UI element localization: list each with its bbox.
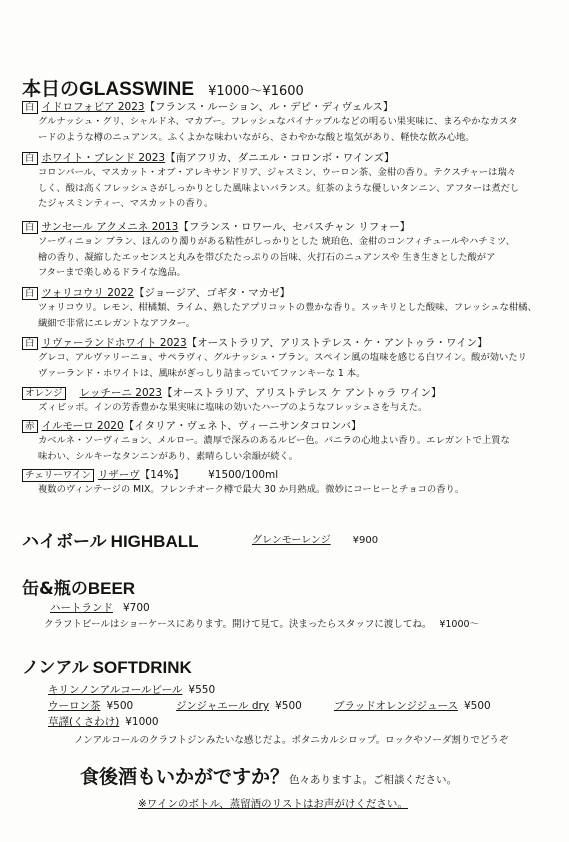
highball-title-jp: ハイボール [22,532,107,552]
wine-name: サンセール アクメニネ 2013 [41,221,179,233]
beer-item-name: ハートランド [50,602,113,614]
wine-type-tag: 白 [22,101,38,114]
softdrink-title-en: SOFTDRINK [92,658,192,677]
wine-item [22,286,554,331]
wine-item [22,220,554,281]
wine-type-tag: 白 [22,337,38,350]
wine-type-tag: 白 [22,221,38,234]
digestif-callout [80,762,457,789]
highball-item-price: ¥900 [352,535,379,546]
glasswine-title-jp: 本日の [22,78,80,100]
wine-origin: 【イタリア・ヴェネト、ヴィーニサンタコロンバ】 [123,420,362,432]
highball-item-name: グレンモーレンジ [252,535,331,546]
wine-type-tag: チェリーワイン [22,469,94,482]
wine-origin: 【ジョージア、ゴギタ・マカゼ】 [133,287,291,299]
softdrink-item: キリンノンアルコールビール ¥550 [48,684,216,696]
wine-name: イルモーロ 2020 [41,420,124,432]
wine-name: ホワイト・ブレンド 2023 [41,152,166,164]
wine-description: グレコ、アルヴァリーニョ、サペラヴィ、グルナッシュ・ブラン。スペイン風の塩味を感じる白ワイン。酸が効いたリ ヴァーランド・ホワイトは、風味がぎっしり詰まっていてファンキーな 1 本。 [38,352,527,379]
beer-title-en: BEER [87,579,136,598]
wine-description: ズィビッボ。インの芳香豊かな果実味に塩味の効いたハーブのようなフレッシュさを与えた。 [38,402,428,413]
wine-description: グルナッシュ・グリ、シャルドネ、マカブー。フレッシュなパイナップルなどの明るい果実味に、まろやかなカスタ ードのような樽のニュアンス。ふくよかな味わいながら、さわやかな酸と塩気があり、軽快な飲み心地。 [38,116,518,143]
beer-title [22,574,135,599]
glasswine-title-en: GLASSWINE [79,79,195,100]
beer-item-price: ¥700 [123,602,150,614]
wine-type-tag: オレンジ [22,387,66,400]
beer-note: クラフトビールはショーケースにあります。開けて見て。決まったらスタッフに渡してね。 ¥1000～ [44,619,480,630]
highball-title [22,527,199,552]
beer-note-price: ¥1000～ [439,619,480,630]
bottle-list-note: ※ワインのボトル、蒸留酒のリストはお声がけください。 [138,798,408,810]
glasswine-title [22,74,304,101]
wine-origin: 【オーストラリア、アリストテレス ケ アントゥラ ワイン】 [162,387,442,399]
wine-name: イドロフォビア 2023 [41,101,145,113]
softdrink-note: ノンアルコールのクラフトジンみたいな感じだよ。ボタニカルシロップ。ロックやソーダ割りでどうぞ [74,735,509,746]
wine-description: カベルネ・ソーヴィニョン、メルロー。濃厚で深みのあるルビー色。バニラの心地よい香り。エレガントで上質な 味わい、シルキーなタンニンがあり、素晴らしい余韻が続く。 [38,435,510,462]
beer-item [50,600,150,615]
highball-item [252,531,378,546]
glasswine-price: ¥1000～¥1600 [208,84,304,99]
softdrink-item: 草譯(くさわけ) ¥1000 [48,716,159,728]
wine-type-tag: 赤 [22,420,38,433]
wine-type-tag: 白 [22,287,38,300]
digestif-heading: 食後酒もいかがですか？ [80,766,290,788]
beer-title-jp: 缶&瓶の [22,579,88,599]
wine-item [22,100,554,145]
wine-description: ソーヴィニョン ブラン、ほんのり濁りがある粘性がしっかりとした 琥珀色、金柑のコンフィチュールやハチミツ、 檜の香り、凝縮したエッセンスと丸みを帯びたたっぷりの旨味、火打石のニュアンスや 生き生きとした酸がア フターまで楽しめるドライな逸品。 [38,236,515,278]
wine-item [22,336,554,381]
wine-name: リヴァーランドホワイト 2023 [41,337,187,349]
wine-item [22,419,554,464]
wine-origin: 【14%】 [139,469,185,481]
digestif-subtext: 色々ありますよ。ご相談ください。 [289,774,458,786]
wine-item [22,386,554,416]
wine-name: レッチーニ 2023 [79,387,162,399]
wine-description: コロンバール、マスカット・オブ・アレキサンドリア、ジャスミン、ウーロン茶、金柑の香り。テクスチャーは瑞々 しく、酸は高くフレッシュさがしっかりとした風味よいバランス。紅茶のような優しいタンニン、アフターは煮だし たジャスミンティー、マスカットの香り。 [38,167,520,209]
wine-item [22,468,554,498]
wine-name: ツォリコウリ 2022 [41,287,134,299]
wine-origin: 【南アフリカ、ダニエル・コロンボ・ワインズ】 [165,152,395,164]
softdrink-item: ウーロン茶 ¥500 [48,700,134,712]
wine-name: リザーヴ [97,469,140,481]
highball-title-en: HIGHBALL [110,532,199,551]
wine-description: 複数のヴィンテージの MIX。フレンチオーク樽で最大 30 か月熟成。微妙にコーヒーとチョコの香り。 [38,484,465,495]
wine-description: ツォリコウリ。レモン、柑橘類、ライム、熟したアプリコットの豊かな香り。スッキリとした酸味、フレッシュな柑橘、 繊細で非常にエレガントなアフター。 [38,302,537,329]
wine-origin: 【フランス・ロワール、セバスチャン リフォー】 [178,221,411,233]
wine-origin: 【フランス・ルーション、ル・デピ・ディヴェルス】 [144,101,394,113]
softdrink-item: ジンジャエール dry ¥500 [176,700,302,712]
softdrink-title-jp: ノンアル [22,658,89,678]
softdrink-title [22,653,192,678]
wine-item [22,151,554,212]
wine-price: ¥1500/100ml [208,469,279,481]
wine-type-tag: 白 [22,152,38,165]
wine-origin: 【オーストラリア、アリストテレス・ケ・アントゥラ・ワイン】 [186,337,488,349]
softdrink-item: ブラッドオレンジジュース ¥500 [334,700,491,712]
